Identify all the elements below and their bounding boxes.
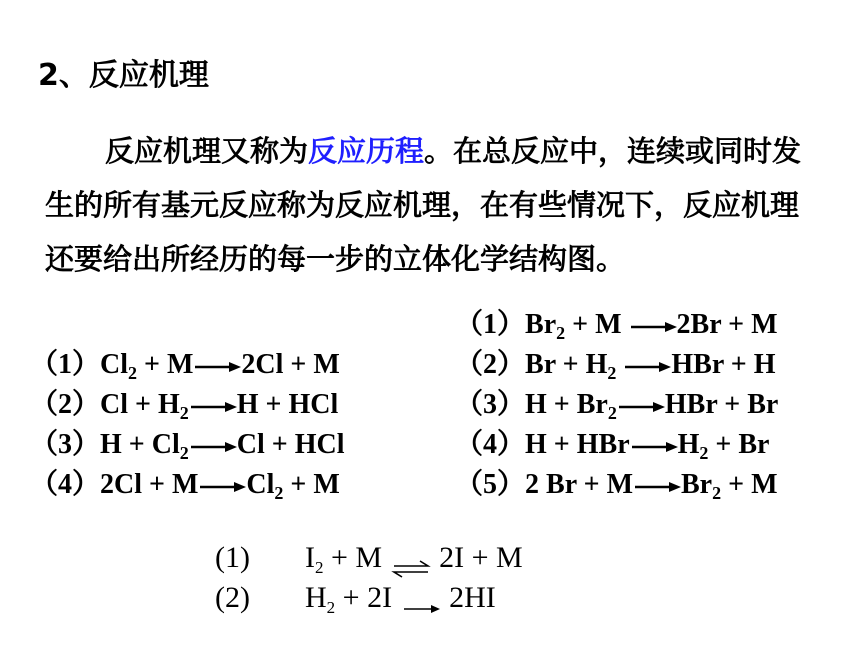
paragraph-text-before: 反应机理又称为	[105, 134, 309, 168]
iodine-mechanism-list	[215, 538, 523, 618]
products: H + HCl	[236, 389, 339, 420]
step-number: (1)	[215, 541, 250, 574]
reaction-step	[30, 425, 344, 465]
iodine-step	[215, 578, 523, 618]
products: $H_2 + Br$	[677, 429, 770, 463]
step-number: （2）	[30, 389, 101, 420]
reaction-arrow-icon	[623, 360, 671, 374]
step-number: （1）	[455, 309, 526, 340]
reaction-step	[455, 465, 778, 505]
reactants: $H_2 + 2I$	[305, 581, 400, 617]
reactants: 2Cl + M	[100, 469, 199, 500]
equilibrium-arrow-icon	[390, 550, 432, 570]
step-number: （2）	[455, 349, 526, 380]
products: 2I + M	[431, 541, 523, 574]
paragraph-text-after: 。在总反应中，连续或同时发生的所有基元反应称为反应机理，在有些情况下，反应机理还要给出所经历的每一步的立体化学结构图。	[45, 134, 802, 276]
reaction-arrow-icon	[198, 480, 246, 494]
highlight-term: 反应历程	[308, 134, 425, 168]
reactants: H + HBr	[525, 429, 630, 460]
reactants: $H + Br_2$	[525, 389, 617, 423]
reactants: $H + Cl_2$	[100, 429, 189, 463]
reaction-step	[30, 345, 344, 385]
reaction-arrow-icon	[617, 400, 665, 414]
products: HBr + H	[671, 349, 776, 380]
reactants: $Cl + H_2$	[100, 389, 189, 423]
forward-arrow-icon	[400, 590, 442, 610]
reaction-step	[455, 345, 778, 385]
products: 2Cl + M	[241, 349, 340, 380]
reactants: $I_2 + M$	[305, 541, 390, 577]
step-number: （1）	[30, 349, 101, 380]
step-number: （3）	[30, 429, 101, 460]
reaction-step	[455, 385, 778, 425]
step-number: （5）	[455, 469, 526, 500]
reactants: $Br + H_2$	[525, 349, 617, 383]
products: 2Br + M	[676, 309, 778, 340]
iodine-step	[215, 538, 523, 578]
step-number: （4）	[455, 429, 526, 460]
reaction-arrow-icon	[633, 480, 681, 494]
products: HBr + Br	[664, 389, 779, 420]
reactants: $Br_2 + M$	[525, 309, 629, 343]
reactants: $Cl_2 + M$	[100, 349, 194, 383]
reaction-step	[455, 425, 778, 465]
bromine-mechanism-list	[455, 305, 778, 505]
products: $Br_2 + M$	[681, 469, 778, 503]
step-number: （4）	[30, 469, 101, 500]
mechanism-definition-paragraph	[45, 124, 805, 286]
reaction-step	[30, 385, 344, 425]
reaction-arrow-icon	[193, 360, 241, 374]
reaction-step	[30, 465, 344, 505]
reaction-arrow-icon	[189, 400, 237, 414]
reaction-step	[455, 305, 778, 345]
products: 2HI	[441, 581, 496, 614]
step-number: （3）	[455, 389, 526, 420]
reaction-arrow-icon	[630, 440, 678, 454]
chlorine-mechanism-list	[30, 345, 344, 505]
section-heading: 2、反应机理	[38, 58, 209, 93]
products: Cl + HCl	[236, 429, 345, 460]
reaction-arrow-icon	[189, 440, 237, 454]
step-number: (2)	[215, 581, 250, 614]
products: $Cl_2 + M$	[246, 469, 340, 503]
reaction-arrow-icon	[629, 320, 677, 334]
reactants: 2 Br + M	[525, 469, 633, 500]
